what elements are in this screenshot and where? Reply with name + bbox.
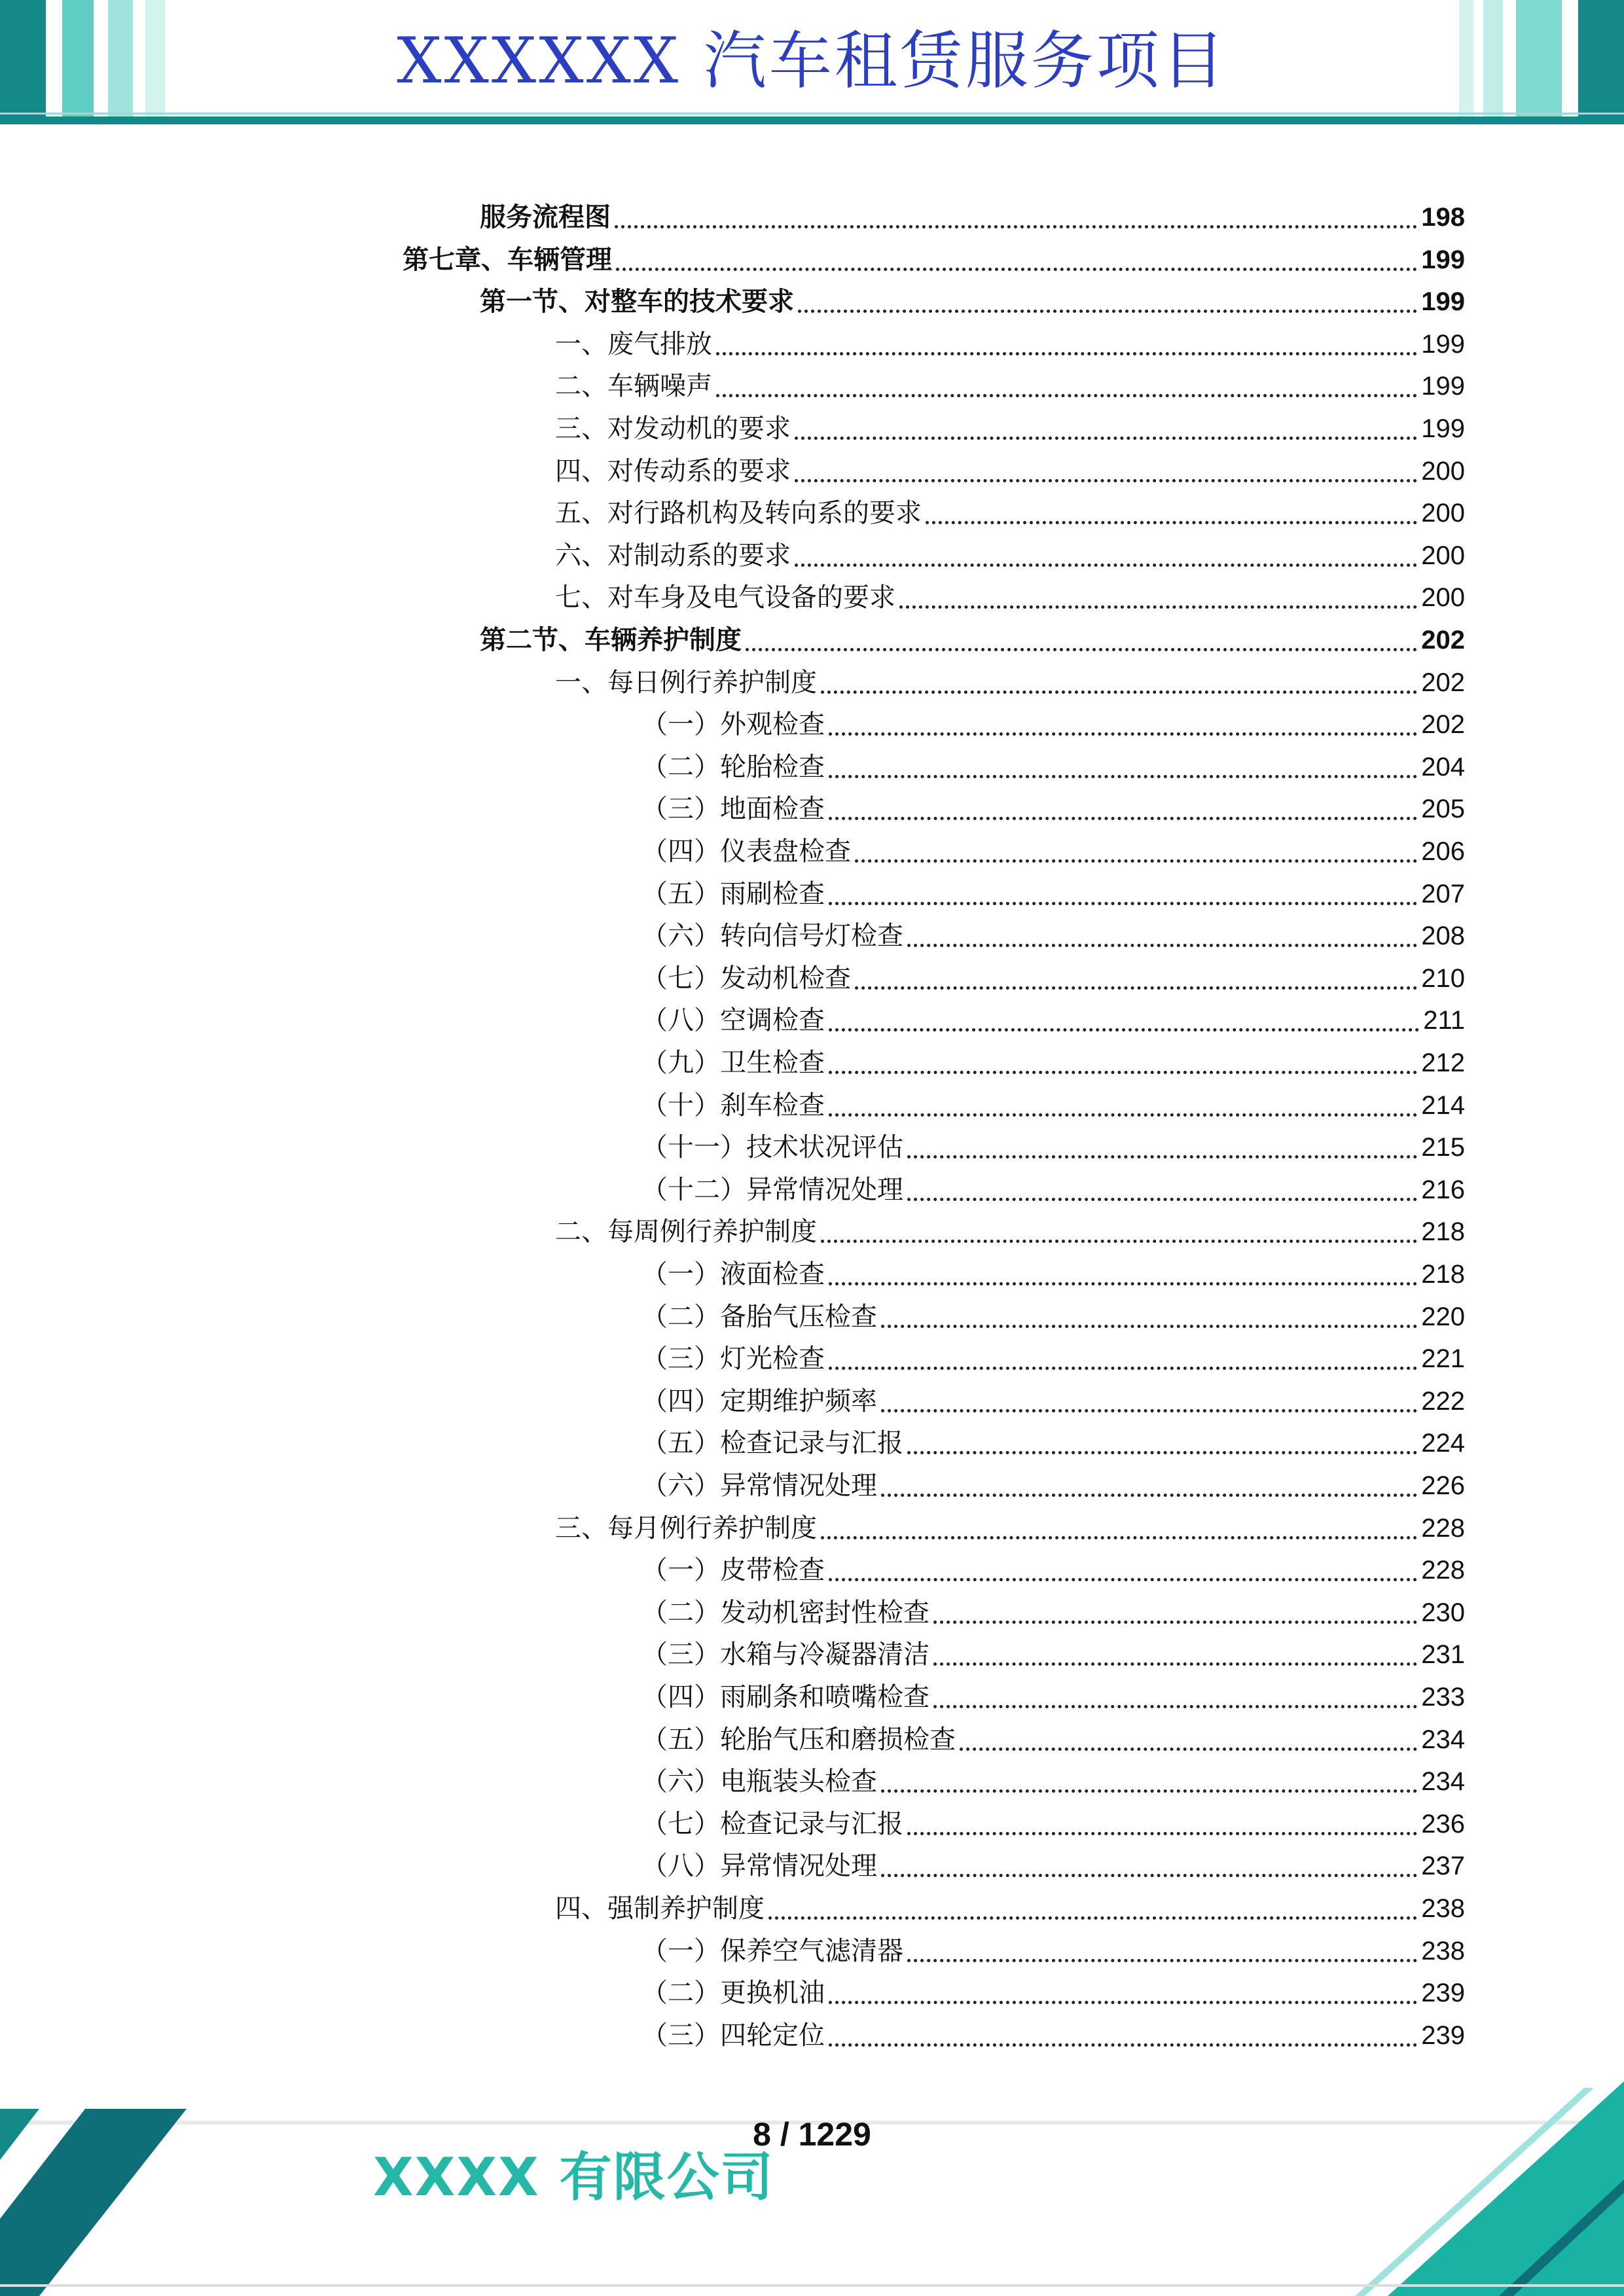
toc-leader-dots xyxy=(926,521,1417,524)
toc-entry-label: （十二）异常情况处理 xyxy=(641,1175,903,1205)
toc-leader-dots xyxy=(829,902,1417,905)
toc-entry-label: 三、对发动机的要求 xyxy=(555,414,791,444)
toc-entry-page: 200 xyxy=(1421,583,1465,612)
toc-entry-page: 208 xyxy=(1421,922,1465,950)
toc-leader-dots xyxy=(829,1578,1417,1581)
toc-entry[interactable] xyxy=(641,831,1465,873)
toc-entry-label: 第二节、车辆养护制度 xyxy=(480,625,742,655)
toc-leader-dots xyxy=(746,648,1417,651)
header-rule xyxy=(0,117,1624,124)
toc-leader-dots xyxy=(829,2001,1417,2004)
toc-entry-label: （六）转向信号灯检查 xyxy=(641,921,903,951)
toc-entry[interactable] xyxy=(641,1338,1465,1380)
toc-entry-label: （二）更换机油 xyxy=(641,1978,825,2008)
toc-leader-dots xyxy=(907,1155,1417,1158)
toc-leader-dots xyxy=(881,1409,1417,1412)
toc-entry-page: 234 xyxy=(1421,1767,1465,1796)
toc-entry[interactable] xyxy=(555,323,1465,366)
toc-entry-label: 第七章、车辆管理 xyxy=(403,245,612,275)
toc-entry-label: （六）电瓶装头检查 xyxy=(641,1767,877,1797)
toc-entry-label: （一）保养空气滤清器 xyxy=(641,1936,903,1966)
toc-entry-label: （三）地面检查 xyxy=(641,794,825,824)
toc-leader-dots xyxy=(829,1367,1417,1370)
toc-entry-label: （四）仪表盘检查 xyxy=(641,836,851,867)
toc-entry-label: （三）灯光检查 xyxy=(641,1344,825,1374)
toc-entry[interactable] xyxy=(641,958,1465,1000)
footer-bottom-rule xyxy=(0,2284,1624,2287)
toc-entry-page: 199 xyxy=(1421,372,1465,401)
toc-leader-dots xyxy=(768,1916,1417,1920)
toc-entry[interactable] xyxy=(641,1126,1465,1169)
toc-entry-page: 205 xyxy=(1421,795,1465,823)
toc-leader-dots xyxy=(881,1325,1417,1328)
toc-entry-page: 236 xyxy=(1421,1810,1465,1839)
toc-entry-page: 202 xyxy=(1421,668,1465,697)
toc-entry-label: 七、对车身及电气设备的要求 xyxy=(555,583,895,613)
toc-leader-dots xyxy=(829,732,1417,736)
toc-entry[interactable] xyxy=(555,577,1465,619)
footer-decoration-right xyxy=(1335,2062,1624,2296)
toc-entry-label: （二）轮胎检查 xyxy=(641,752,825,782)
toc-entry-page: 202 xyxy=(1421,710,1465,739)
toc-leader-dots xyxy=(881,1494,1417,1497)
toc-entry-label: （三）水箱与冷凝器清洁 xyxy=(641,1640,929,1670)
toc-entry-page: 200 xyxy=(1421,541,1465,570)
toc-entry[interactable] xyxy=(641,915,1465,958)
toc-leader-dots xyxy=(907,1959,1417,1962)
toc-entry-page: 204 xyxy=(1421,753,1465,781)
toc-entry-page: 199 xyxy=(1421,414,1465,443)
toc-entry-label: 二、每周例行养护制度 xyxy=(555,1217,817,1247)
toc-leader-dots xyxy=(795,437,1417,440)
toc-leader-dots xyxy=(821,1240,1417,1243)
toc-entry-page: 237 xyxy=(1421,1852,1465,1880)
toc-entry-page: 198 xyxy=(1421,203,1465,232)
toc-entry[interactable] xyxy=(641,746,1465,789)
toc-entry-page: 222 xyxy=(1421,1387,1465,1416)
toc-entry-label: （七）发动机检查 xyxy=(641,963,851,994)
toc-entry[interactable] xyxy=(641,1972,1465,2015)
toc-entry[interactable] xyxy=(641,1549,1465,1592)
toc-leader-dots xyxy=(829,1071,1417,1074)
toc-leader-dots xyxy=(829,775,1417,778)
toc-entry[interactable] xyxy=(641,1803,1465,1846)
toc-leader-dots xyxy=(881,1874,1417,1877)
toc-leader-dots xyxy=(829,1282,1417,1285)
toc-entry-label: 服务流程图 xyxy=(480,202,611,232)
toc-entry-page: 234 xyxy=(1421,1725,1465,1754)
toc-leader-dots xyxy=(795,564,1417,567)
toc-entry-label: （一）外观检查 xyxy=(641,709,825,740)
toc-entry[interactable] xyxy=(641,1380,1465,1423)
toc-entry[interactable] xyxy=(555,408,1465,450)
header-rule-thin xyxy=(0,113,1624,115)
toc-entry-label: （八）异常情况处理 xyxy=(641,1851,877,1881)
toc-entry-label: （六）异常情况处理 xyxy=(641,1471,877,1501)
toc-entry[interactable] xyxy=(641,1042,1465,1085)
toc-entry[interactable] xyxy=(480,619,1465,662)
toc-leader-dots xyxy=(907,1451,1417,1454)
toc-entry[interactable] xyxy=(641,1930,1465,1973)
toc-entry-page: 199 xyxy=(1421,287,1465,316)
toc-entry-label: （一）液面检查 xyxy=(641,1259,825,1289)
toc-leader-dots xyxy=(855,859,1417,863)
toc-entry-page: 238 xyxy=(1421,1894,1465,1923)
toc-entry-label: （九）卫生检查 xyxy=(641,1048,825,1078)
toc-leader-dots xyxy=(716,352,1417,355)
toc-entry[interactable] xyxy=(641,1169,1465,1211)
toc-entry-page: 239 xyxy=(1421,1979,1465,2007)
toc-leader-dots xyxy=(907,1832,1417,1835)
toc-entry-page: 214 xyxy=(1421,1091,1465,1120)
toc-entry-page: 233 xyxy=(1421,1683,1465,1712)
toc-entry-page: 199 xyxy=(1421,330,1465,359)
toc-entry[interactable] xyxy=(555,1888,1465,1930)
toc-entry[interactable] xyxy=(641,1253,1465,1296)
toc-entry-page: 224 xyxy=(1421,1429,1465,1458)
toc-entry[interactable] xyxy=(641,1296,1465,1338)
toc-entry-label: （七）检查记录与汇报 xyxy=(641,1809,903,1839)
toc-leader-dots xyxy=(933,1705,1417,1708)
toc-entry-page: 228 xyxy=(1421,1556,1465,1585)
toc-entry-label: （四）雨刷条和喷嘴检查 xyxy=(641,1682,929,1712)
toc-leader-dots xyxy=(855,986,1417,990)
document-title: XXXXXX 汽车租赁服务项目 xyxy=(397,24,1227,98)
toc-entry-page: 210 xyxy=(1421,964,1465,993)
toc-entry-page: 228 xyxy=(1421,1514,1465,1543)
toc-entry-page: 231 xyxy=(1421,1640,1465,1669)
toc-leader-dots xyxy=(716,394,1417,397)
toc-entry-label: 第一节、对整车的技术要求 xyxy=(480,287,794,317)
toc-leader-dots xyxy=(798,310,1417,313)
toc-entry-page: 206 xyxy=(1421,837,1465,866)
toc-entry-page: 212 xyxy=(1421,1049,1465,1077)
toc-entry[interactable] xyxy=(641,1676,1465,1719)
toc-entry-label: 一、废气排放 xyxy=(555,329,712,359)
toc-entry-label: 五、对行路机构及转向系的要求 xyxy=(555,498,922,528)
toc-entry[interactable] xyxy=(641,788,1465,831)
toc-leader-dots xyxy=(829,1028,1419,1031)
toc-entry-label: （三）四轮定位 xyxy=(641,2020,825,2051)
toc-entry-label: （八）空调检查 xyxy=(641,1005,825,1035)
toc-entry-page: 238 xyxy=(1421,1937,1465,1965)
page-indicator: 8 / 1229 xyxy=(753,2116,871,2153)
toc-entry-label: （五）雨刷检查 xyxy=(641,879,825,909)
toc-leader-dots xyxy=(615,225,1417,228)
toc-leader-dots xyxy=(616,268,1417,271)
toc-leader-dots xyxy=(907,1198,1417,1201)
toc-leader-dots xyxy=(881,1789,1417,1793)
toc-entry[interactable] xyxy=(641,999,1465,1042)
toc-entry[interactable] xyxy=(641,1465,1465,1507)
toc-leader-dots xyxy=(933,1662,1417,1666)
toc-entry[interactable] xyxy=(641,1085,1465,1127)
toc-entry-label: 一、每日例行养护制度 xyxy=(555,668,817,698)
toc-entry[interactable] xyxy=(555,662,1465,704)
company-logo-text: XXXX 有限公司 xyxy=(373,2147,774,2208)
toc-entry-page: 221 xyxy=(1421,1344,1465,1373)
toc-leader-dots xyxy=(821,1536,1417,1539)
toc-entry-page: 230 xyxy=(1421,1598,1465,1627)
toc-leader-dots xyxy=(821,691,1417,694)
toc-leader-dots xyxy=(907,944,1417,947)
toc-entry[interactable] xyxy=(641,1592,1465,1634)
toc-leader-dots xyxy=(795,479,1417,482)
toc-entry-page: 207 xyxy=(1421,880,1465,908)
toc-entry-page: 220 xyxy=(1421,1302,1465,1331)
toc-entry-label: 二、车辆噪声 xyxy=(555,371,712,401)
toc-entry-label: （五）轮胎气压和磨损检查 xyxy=(641,1725,956,1755)
toc-leader-dots xyxy=(829,2043,1417,2047)
toc-entry-label: （十一）技术状况评估 xyxy=(641,1132,903,1162)
toc-entry[interactable] xyxy=(641,1422,1465,1465)
toc-entry[interactable] xyxy=(641,1845,1465,1888)
toc-entry[interactable] xyxy=(641,873,1465,916)
toc-entry[interactable] xyxy=(403,239,1465,281)
toc-entry-label: （二）备胎气压检查 xyxy=(641,1302,877,1332)
toc-entry[interactable] xyxy=(555,450,1465,493)
toc-entry-page: 199 xyxy=(1421,245,1465,274)
toc-entry-label: 四、强制养护制度 xyxy=(555,1893,765,1924)
toc-entry-label: 三、每月例行养护制度 xyxy=(555,1513,817,1543)
toc-entry-page: 215 xyxy=(1421,1133,1465,1162)
toc-leader-dots xyxy=(829,1113,1417,1117)
toc-entry-page: 202 xyxy=(1421,626,1465,655)
toc-entry-page: 218 xyxy=(1421,1217,1465,1246)
toc-entry[interactable] xyxy=(555,492,1465,535)
toc-entry-page: 239 xyxy=(1421,2021,1465,2050)
toc-entry-page: 200 xyxy=(1421,499,1465,528)
toc-entry-label: （四）定期维护频率 xyxy=(641,1386,877,1416)
toc-entry-page: 216 xyxy=(1421,1175,1465,1204)
toc-entry[interactable] xyxy=(641,1719,1465,1761)
toc-entry-label: 六、对制动系的要求 xyxy=(555,541,791,571)
toc-entry-label: （十）刹车检查 xyxy=(641,1090,825,1121)
toc-entry[interactable] xyxy=(480,196,1465,239)
toc-entry[interactable] xyxy=(641,704,1465,746)
toc-entry[interactable] xyxy=(555,365,1465,408)
toc-entry-page: 218 xyxy=(1421,1260,1465,1289)
toc-entry[interactable] xyxy=(641,1634,1465,1676)
toc-entry-page: 226 xyxy=(1421,1471,1465,1500)
toc-leader-dots xyxy=(960,1748,1417,1751)
toc-leader-dots xyxy=(933,1621,1417,1624)
toc-leader-dots xyxy=(829,817,1417,820)
toc-entry[interactable] xyxy=(555,1507,1465,1550)
toc-entry-label: （二）发动机密封性检查 xyxy=(641,1598,929,1628)
toc-entry-label: （五）检查记录与汇报 xyxy=(641,1428,903,1458)
toc-entry[interactable] xyxy=(641,1761,1465,1803)
toc-entry[interactable] xyxy=(641,2015,1465,2057)
toc-entry[interactable] xyxy=(555,1211,1465,1253)
toc-entry[interactable] xyxy=(480,281,1465,323)
toc-entry-page: 200 xyxy=(1421,457,1465,486)
toc-entry-page: 211 xyxy=(1423,1006,1465,1035)
toc-leader-dots xyxy=(899,605,1417,609)
toc-entry-label: （一）皮带检查 xyxy=(641,1555,825,1585)
toc-entry[interactable] xyxy=(555,535,1465,577)
toc-entry-label: 四、对传动系的要求 xyxy=(555,456,791,486)
